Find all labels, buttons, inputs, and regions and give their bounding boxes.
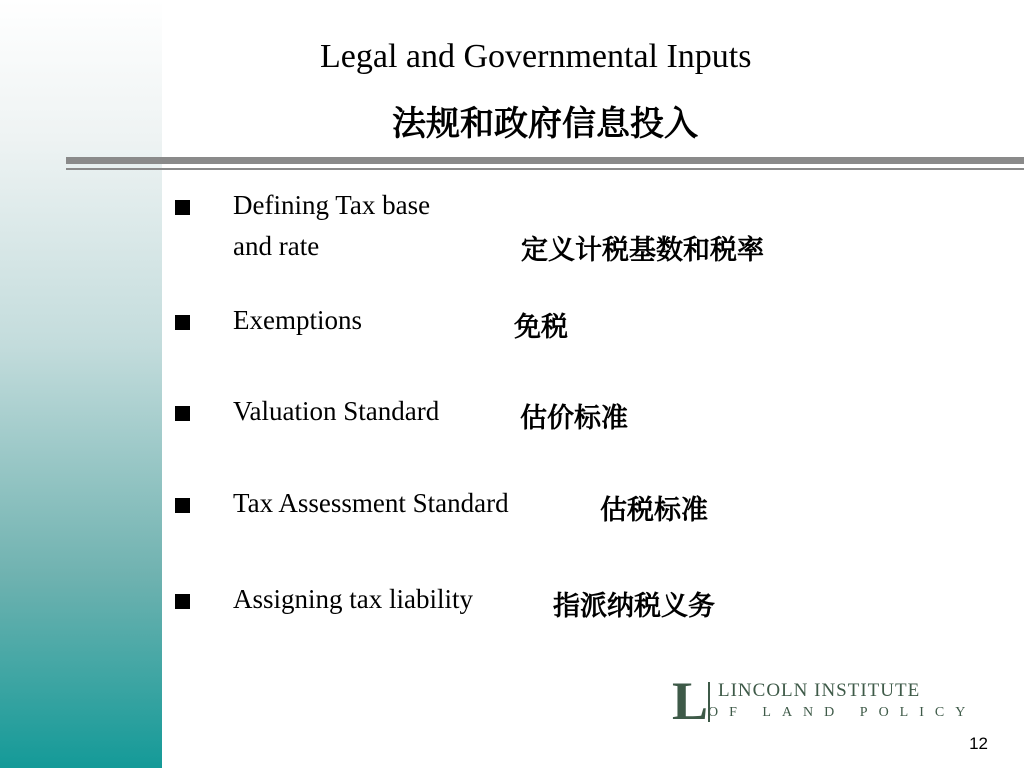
bullet-text-en-2: Exemptions [233, 305, 362, 335]
title-divider-thin [66, 168, 1024, 170]
bullet-square-icon [175, 315, 190, 330]
bullet-text-zh-1: 定义计税基数和税率 [521, 235, 764, 266]
page-number: 12 [969, 734, 988, 753]
bullet-text-zh-4: 估税标准 [600, 495, 708, 526]
title-divider-thick [66, 157, 1024, 164]
bullet-text-en-1b: and rate [233, 231, 320, 261]
bullet-text-en-3: Valuation Standard [233, 396, 440, 426]
bullet-text-zh-3: 估价标准 [520, 403, 628, 434]
bullet-text-zh-2: 免税 [514, 312, 568, 343]
bullet-text-zh-5: 指派纳税义务 [553, 591, 715, 622]
lincoln-institute-logo [672, 671, 977, 731]
bullet-square-icon [175, 594, 190, 609]
logo-line-2: OF LAND POLICY [708, 705, 977, 720]
logo-line-1: LINCOLN INSTITUTE [718, 680, 921, 701]
bullet-square-icon [175, 498, 190, 513]
slide-title-english: Legal and Governmental Inputs [320, 38, 752, 75]
logo-letter-l: L [672, 671, 709, 731]
slide-title-chinese: 法规和政府信息投入 [392, 104, 698, 144]
bullet-text-en-4: Tax Assessment Standard [233, 488, 509, 518]
bullet-square-icon [175, 200, 190, 215]
decorative-sidebar-gradient [0, 0, 162, 768]
bullet-text-en-1a: Defining Tax base [233, 190, 431, 220]
bullet-text-en-5: Assigning tax liability [233, 584, 473, 614]
bullet-square-icon [175, 406, 190, 421]
